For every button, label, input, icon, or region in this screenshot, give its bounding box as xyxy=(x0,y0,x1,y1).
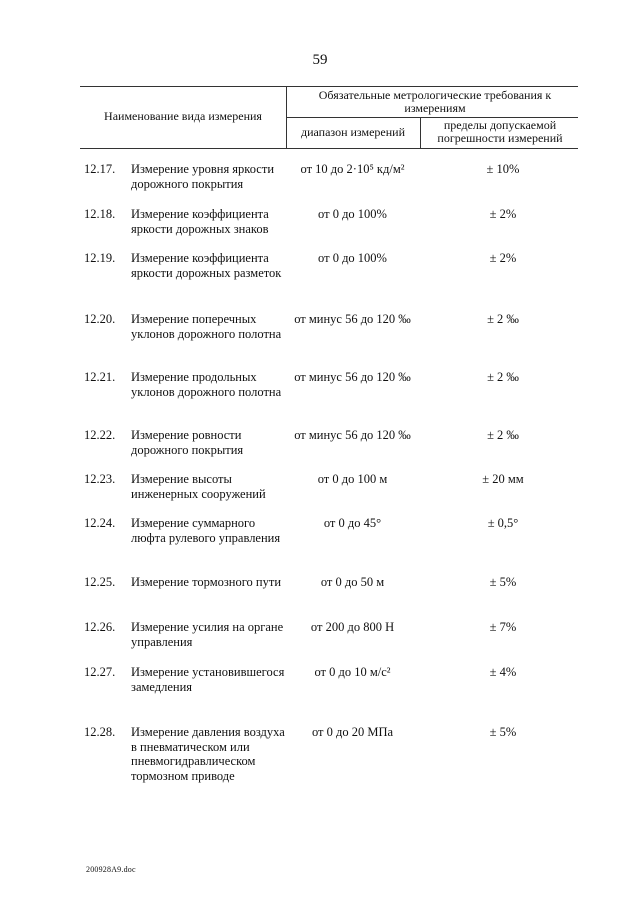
header-requirements-group: Обязательные метрологические требования к измерениям xyxy=(318,88,552,115)
measurement-name: Измерение коэффициента яркости дорожных разметок xyxy=(131,251,282,280)
measurement-name: Измерение коэффициента яркости дорожных знаков xyxy=(131,207,269,236)
measurement-range: от 0 до 100% xyxy=(318,207,387,221)
measurement-error: ± 2 ‰ xyxy=(487,370,519,384)
measurement-error: ± 2% xyxy=(489,207,517,221)
measurement-error: ± 5% xyxy=(489,725,517,739)
table-top-rule xyxy=(80,86,578,87)
measurement-range: от 10 до 2·10⁵ кд/м² xyxy=(300,162,405,176)
measurement-name: Измерение суммарного люфта рулевого управления xyxy=(131,516,281,545)
row-number: 12.27. xyxy=(84,665,116,679)
measurement-error: ± 10% xyxy=(486,162,520,176)
measurement-range: от минус 56 до 120 ‰ xyxy=(294,312,411,326)
measurement-error: ± 4% xyxy=(489,665,517,679)
measurement-error: ± 7% xyxy=(489,620,517,634)
measurement-range: от 0 до 100 м xyxy=(317,472,388,486)
measurement-error: ± 2% xyxy=(489,251,517,265)
row-number: 12.21. xyxy=(84,370,116,384)
row-number: 12.26. xyxy=(84,620,116,634)
measurement-name: Измерение установившегося замедления xyxy=(131,665,285,694)
measurement-name: Измерение поперечных уклонов дорожного полотна xyxy=(131,312,282,341)
measurement-range: от 200 до 800 Н xyxy=(310,620,395,634)
measurement-name: Измерение тормозного пути xyxy=(131,575,282,589)
measurement-range: от минус 56 до 120 ‰ xyxy=(294,370,411,384)
header-error-column: пределы допускаемой погрешности измерений xyxy=(437,118,563,145)
measurement-name: Измерение ровности дорожного покрытия xyxy=(131,428,244,457)
measurement-range: от 0 до 50 м xyxy=(320,575,385,589)
footer-filename: 200928A9.doc xyxy=(86,865,136,874)
measurement-range: от 0 до 100% xyxy=(318,251,387,265)
header-name-column: Наименование вида измерения xyxy=(104,109,262,123)
header-range-column: диапазон измерений xyxy=(300,125,406,139)
measurement-error: ± 2 ‰ xyxy=(487,428,519,442)
row-number: 12.18. xyxy=(84,207,116,221)
measurement-range: от минус 56 до 120 ‰ xyxy=(294,428,411,442)
row-number: 12.24. xyxy=(84,516,116,530)
header-bottom-rule xyxy=(80,148,578,149)
row-number: 12.22. xyxy=(84,428,116,442)
measurement-range: от 0 до 45° xyxy=(323,516,382,530)
measurement-name: Измерение высоты инженерных сооружений xyxy=(131,472,266,501)
measurement-error: ± 20 мм xyxy=(482,472,524,486)
measurement-range: от 0 до 20 МПа xyxy=(311,725,394,739)
measurement-name: Измерение продольных уклонов дорожного полотна xyxy=(131,370,282,399)
measurement-error: ± 2 ‰ xyxy=(487,312,519,326)
row-number: 12.20. xyxy=(84,312,116,326)
measurement-error: ± 5% xyxy=(489,575,517,589)
page-number: 59 xyxy=(312,52,328,68)
measurement-name: Измерение усилия на органе управления xyxy=(131,620,284,649)
row-number: 12.28. xyxy=(84,725,116,739)
row-number: 12.23. xyxy=(84,472,116,486)
row-number: 12.25. xyxy=(84,575,116,589)
row-number: 12.17. xyxy=(84,162,116,176)
row-number: 12.19. xyxy=(84,251,116,265)
measurement-range: от 0 до 10 м/с² xyxy=(314,665,391,679)
measurement-name: Измерение уровня яркости дорожного покрытия xyxy=(131,162,275,191)
measurement-name: Измерение давления воздуха в пневматическом или пневмогидравлическом тормозном приводе xyxy=(131,725,285,783)
header-divider-2 xyxy=(420,117,421,148)
measurement-error: ± 0,5° xyxy=(487,516,519,530)
